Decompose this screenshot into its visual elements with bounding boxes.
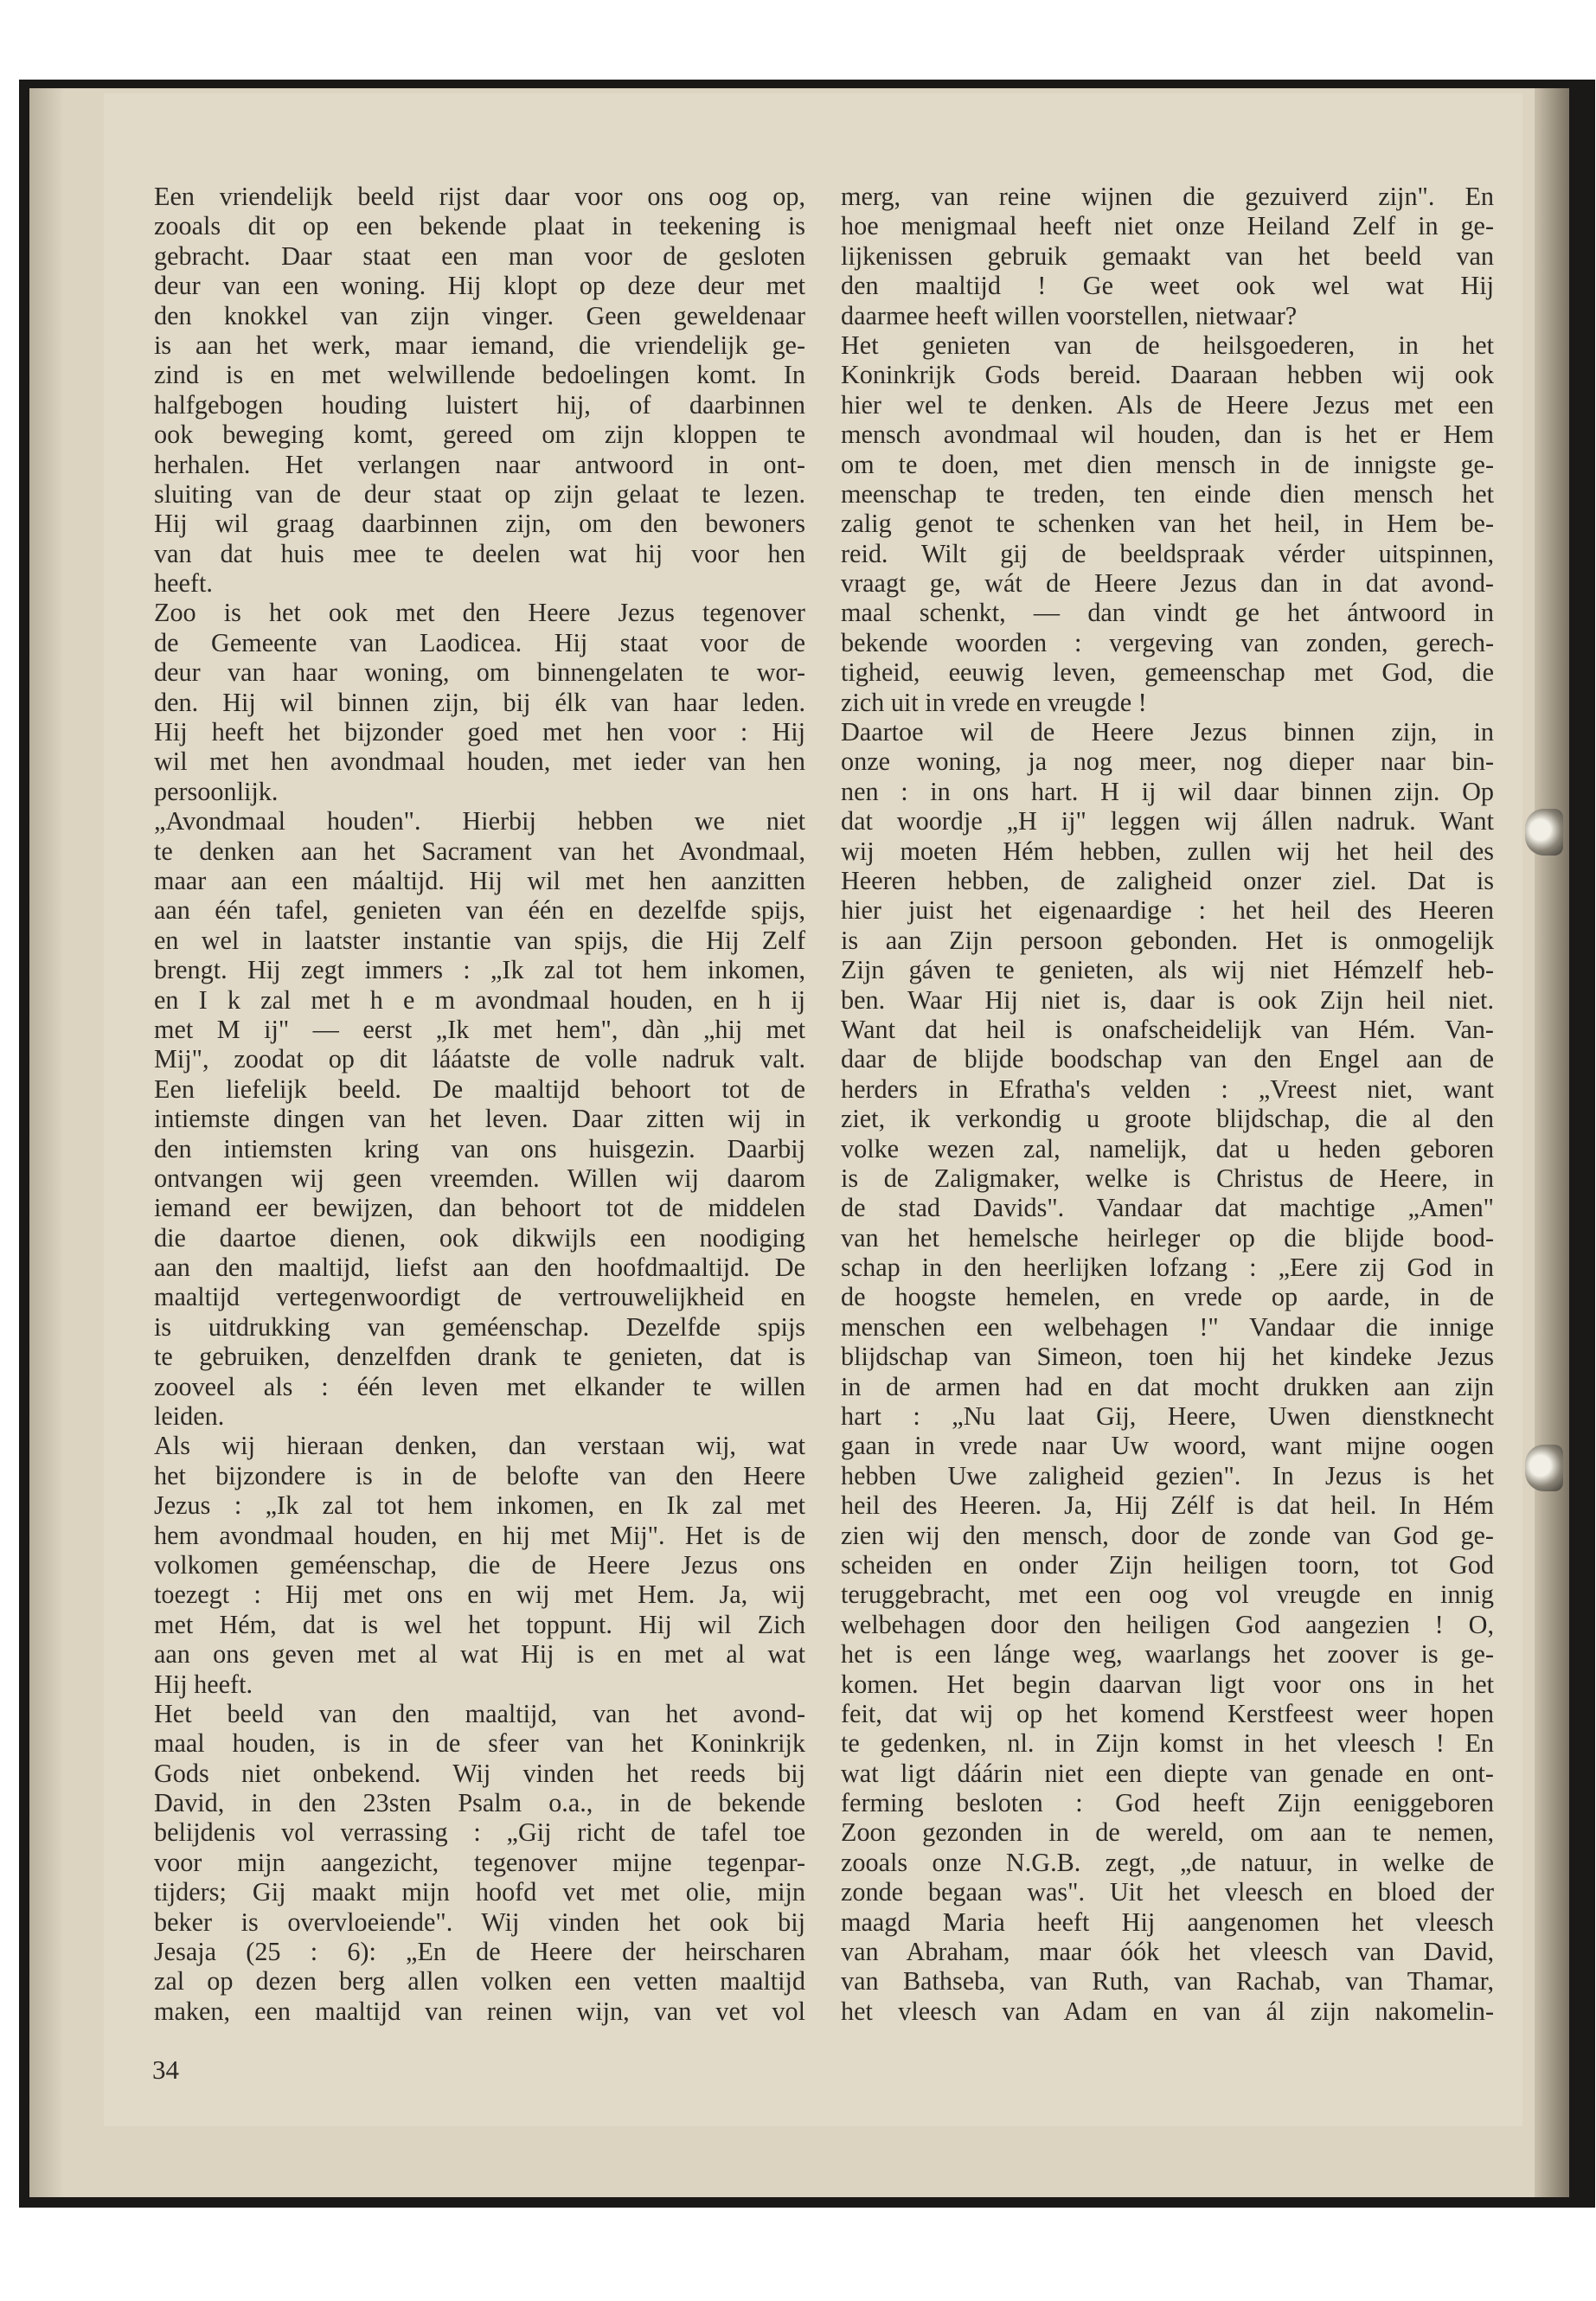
text-line: het is een lánge weg, waarlangs het zoover is ge- xyxy=(841,1639,1494,1670)
binder-clip-icon xyxy=(1525,809,1563,856)
text-line: het vleesch van Adam en van ál zijn nakomelin- xyxy=(841,1996,1494,2026)
text-line: van dat huis mee te deelen wat hij voor hen xyxy=(154,538,805,568)
text-line: tigheid, eeuwig leven, gemeenschap met God, die xyxy=(841,657,1494,688)
text-line: die daartoe dienen, ook dikwijls een noodiging xyxy=(154,1222,805,1253)
text-line: Hij heeft. xyxy=(154,1669,253,1699)
text-line: aan ons geven met al wat Hij is en met al wat xyxy=(154,1639,805,1670)
text-line: onze woning, ja nog meer, nog dieper naar bin- xyxy=(841,747,1494,777)
text-line: scheiden en onder Zijn heiligen toorn, tot God xyxy=(841,1549,1494,1580)
text-line: sluiting van de deur staat op zijn gelaat te lezen. xyxy=(154,478,805,509)
text-line: merg, van reine wijnen die gezuiverd zijn". En xyxy=(841,182,1494,211)
text-line: maken, een maaltijd van reinen wijn, van vet vol xyxy=(154,1996,805,2026)
text-line: zich uit in vrede en vreugde ! xyxy=(841,687,1147,717)
text-line: vraagt ge, wát de Heere Jezus dan in dat avond- xyxy=(841,568,1494,599)
text-line: gaan in vrede naar Uw woord, want mijne oogen xyxy=(841,1431,1494,1461)
text-line: beker is overvloeiende". Wij vinden het ook bij xyxy=(154,1907,805,1937)
text-line: teruggebracht, met een oog vol vreugde en innig xyxy=(841,1580,1494,1610)
text-line: hebben Uwe zaligheid gezien". In Jezus is het xyxy=(841,1460,1494,1490)
text-line: ben. Waar Hij niet is, daar is ook Zijn heil niet. xyxy=(841,984,1494,1015)
text-line: wil met hen avondmaal houden, met ieder van hen xyxy=(154,747,805,777)
text-line: maar aan een máaltijd. Hij wil met hen aanzitten xyxy=(154,865,805,895)
text-line: den knokkel van zijn vinger. Geen geweldenaar xyxy=(154,300,805,330)
text-line: zalig genot te schenken van het heil, in Hem be- xyxy=(841,509,1494,539)
text-line: bekende woorden : vergeving van zonden, gerech- xyxy=(841,627,1494,657)
right-text-column xyxy=(841,182,1494,2026)
text-line: herhalen. Het verlangen naar antwoord in ont- xyxy=(154,449,805,479)
text-line: en I k zal met h e m avondmaal houden, en h ij xyxy=(154,984,805,1015)
page-gutter-shadow xyxy=(29,88,64,2197)
text-line: is aan Zijn persoon gebonden. Het is onmogelijk xyxy=(841,925,1494,955)
text-line: menschen een welbehagen !" Vandaar die innige xyxy=(841,1311,1494,1342)
text-line: met M ij" — eerst „Ik met hem", dàn „hij met xyxy=(154,1014,805,1044)
text-line: zonde begaan was". Uit het vleesch en bloed der xyxy=(841,1877,1494,1907)
text-line: aan één tafel, genieten van één en dezelfde spijs, xyxy=(154,895,805,926)
text-line: Als wij hieraan denken, dan verstaan wij, wat xyxy=(154,1431,805,1461)
text-line: en wel in laatster instantie van spijs, die Hij Zelf xyxy=(154,925,805,955)
text-line: Het beeld van den maaltijd, van het avond- xyxy=(154,1698,805,1728)
text-line: volkomen geméenschap, die de Heere Jezus ons xyxy=(154,1549,805,1580)
text-line: komen. Het begin daarvan ligt voor ons in het xyxy=(841,1669,1494,1699)
text-line: mensch avondmaal wil houden, dan is het er Hem xyxy=(841,420,1494,450)
text-line: deur van een woning. Hij klopt op deze deur met xyxy=(154,271,805,301)
text-line: blijdschap van Simeon, toen hij het kindeke Jezus xyxy=(841,1342,1494,1372)
text-line: Hij wil graag daarbinnen zijn, om den bewoners xyxy=(154,509,805,539)
page-number: 34 xyxy=(152,2054,179,2085)
text-line: Jesaja (25 : 6): „En de Heere der heirscharen xyxy=(154,1937,805,1967)
text-line: tijders; Gij maakt mijn hoofd vet met olie, mijn xyxy=(154,1877,805,1907)
text-line: ook beweging komt, gereed om zijn kloppen te xyxy=(154,420,805,450)
text-line: ferming besloten : God heeft Zijn eeniggeboren xyxy=(841,1788,1494,1818)
text-line: zal op dezen berg allen volken een vetten maaltijd xyxy=(154,1966,805,1997)
text-line: Heeren hebben, de zaligheid onzer ziel. Dat is xyxy=(841,865,1494,895)
text-line: te denken aan het Sacrament van het Avondmaal, xyxy=(154,836,805,866)
text-line: in de armen had en dat mocht drukken aan zijn xyxy=(841,1371,1494,1401)
text-line: brengt. Hij zegt immers : „Ik zal tot hem inkomen, xyxy=(154,955,805,985)
text-line: Want dat heil is onafscheidelijk van Hém. Van- xyxy=(841,1014,1494,1044)
text-line: is aan het werk, maar iemand, die vriendelijk ge- xyxy=(154,330,805,360)
text-line: van Abraham, maar óók het vleesch van David, xyxy=(841,1937,1494,1967)
text-line: intiemste dingen van het leven. Daar zitten wij in xyxy=(154,1104,805,1134)
text-line: den. Hij wil binnen zijn, bij élk van haar leden. xyxy=(154,687,805,717)
left-text-column xyxy=(154,182,805,2026)
text-line: hier juist het eigenaardige : het heil des Heeren xyxy=(841,895,1494,926)
text-line: schap in den heerlijken lofzang : „Eere zij God in xyxy=(841,1253,1494,1283)
text-line: is uitdrukking van geméenschap. Dezelfde spijs xyxy=(154,1311,805,1342)
text-line: maaltijd vertegenwoordigt de vertrouwelijkheid en xyxy=(154,1282,805,1312)
text-line: nen : in ons hart. H ij wil daar binnen zijn. Op xyxy=(841,776,1494,806)
text-line: den intiemsten kring van ons huisgezin. Daarbij xyxy=(154,1133,805,1163)
text-line: Het genieten van de heilsgoederen, in het xyxy=(841,330,1494,360)
text-line: reid. Wilt gij de beeldspraak vérder uitspinnen, xyxy=(841,538,1494,568)
text-line: maagd Maria heeft Hij aangenomen het vleesch xyxy=(841,1907,1494,1937)
text-line: maal schenkt, — dan vindt ge het ántwoord in xyxy=(841,598,1494,628)
text-line: zooveel als : één leven met elkander te willen xyxy=(154,1371,805,1401)
text-line: hart : „Nu laat Gij, Heere, Uwen dienstknecht xyxy=(841,1401,1494,1432)
text-line: leiden. xyxy=(154,1401,225,1432)
text-line: ontvangen wij geen vreemden. Willen wij daarom xyxy=(154,1163,805,1193)
text-line: de Gemeente van Laodicea. Hij staat voor de xyxy=(154,627,805,657)
text-line: voor mijn aangezicht, tegenover mijne tegenpar- xyxy=(154,1847,805,1877)
text-line: herders in Efratha's velden : „Vreest niet, want xyxy=(841,1074,1494,1104)
text-line: zooals onze N.G.B. zegt, „de natuur, in welke de xyxy=(841,1847,1494,1877)
text-line: Zoon gezonden in de wereld, om aan te nemen, xyxy=(841,1817,1494,1848)
text-line: is de Zaligmaker, welke is Christus de Heere, in xyxy=(841,1163,1494,1193)
text-line: het bijzondere is in de belofte van den Heere xyxy=(154,1460,805,1490)
text-line: te gebruiken, denzelfden drank te genieten, dat is xyxy=(154,1342,805,1372)
text-line: toezegt : Hij met ons en wij met Hem. Ja, wij xyxy=(154,1580,805,1610)
text-line: ziet, ik verkondig u groote blijdschap, die al den xyxy=(841,1104,1494,1134)
text-line: zind is en met welwillende bedoelingen komt. In xyxy=(154,360,805,390)
text-line: halfgebogen houding luistert hij, of daarbinnen xyxy=(154,389,805,420)
text-line: „Avondmaal houden". Hierbij hebben we niet xyxy=(154,806,805,836)
text-line: met Hém, dat is wel het toppunt. Hij wil Zich xyxy=(154,1609,805,1639)
text-line: zooals dit op een bekende plaat in teekening is xyxy=(154,211,805,241)
text-line: dat woordje „H ij" leggen wij állen nadruk. Want xyxy=(841,806,1494,836)
text-line: hoe menigmaal heeft niet onze Heiland Zelf in ge- xyxy=(841,211,1494,241)
text-line: daarmee heeft willen voorstellen, nietwaar? xyxy=(841,300,1298,330)
text-line: Een liefelijk beeld. De maaltijd behoort tot de xyxy=(154,1074,805,1104)
text-line: Zoo is het ook met den Heere Jezus tegenover xyxy=(154,598,805,628)
text-line: aan den maaltijd, liefst aan den hoofdmaaltijd. De xyxy=(154,1253,805,1283)
text-line: persoonlijk. xyxy=(154,776,279,806)
text-line: Zijn gáven te genieten, als wij niet Hémzelf heb- xyxy=(841,955,1494,985)
text-line: hier wel te denken. Als de Heere Jezus met een xyxy=(841,389,1494,420)
text-line: de hoogste hemelen, en vrede op aarde, in de xyxy=(841,1282,1494,1312)
text-line: gebracht. Daar staat een man voor de gesloten xyxy=(154,240,805,271)
binder-clip-icon xyxy=(1525,1445,1563,1491)
text-line: wij moeten Hém hebben, zullen wij het heil des xyxy=(841,836,1494,866)
text-line: wat ligt dáárin niet een diepte van genade en ont- xyxy=(841,1758,1494,1788)
text-line: David, in den 23sten Psalm o.a., in de bekende xyxy=(154,1788,805,1818)
text-line: zien wij den mensch, door de zonde van God ge- xyxy=(841,1520,1494,1550)
text-line: Hij heeft het bijzonder goed met hen voor : Hij xyxy=(154,717,805,747)
text-line: iemand eer bewijzen, dan behoort tot de middelen xyxy=(154,1193,805,1223)
text-line: hem avondmaal houden, en hij met Mij". Het is de xyxy=(154,1520,805,1550)
text-line: heil des Heeren. Ja, Hij Zélf is dat heil. In Hém xyxy=(841,1490,1494,1521)
text-line: Daartoe wil de Heere Jezus binnen zijn, in xyxy=(841,717,1494,747)
text-line: den maaltijd ! Ge weet ook wel wat Hij xyxy=(841,271,1494,301)
text-line: feit, dat wij op het komend Kerstfeest weer hopen xyxy=(841,1698,1494,1728)
page-binding-edge xyxy=(1535,88,1569,2197)
text-line: maal houden, is in de sfeer van het Koninkrijk xyxy=(154,1728,805,1759)
text-line: meenschap te treden, ten einde dien mensch het xyxy=(841,478,1494,509)
text-line: Mij", zoodat op dit lááatste de volle nadruk valt. xyxy=(154,1044,805,1074)
text-line: daar de blijde boodschap van den Engel aan de xyxy=(841,1044,1494,1074)
text-line: volke wezen zal, namelijk, dat u heden geboren xyxy=(841,1133,1494,1163)
text-line: Een vriendelijk beeld rijst daar voor ons oog op, xyxy=(154,182,805,211)
text-line: te gedenken, nl. in Zijn komst in het vleesch ! En xyxy=(841,1728,1494,1759)
text-line: deur van haar woning, om binnengelaten te wor- xyxy=(154,657,805,688)
text-line: van het hemelsche heirleger op die blijde bood- xyxy=(841,1222,1494,1253)
text-line: van Bathseba, van Ruth, van Rachab, van Thamar, xyxy=(841,1966,1494,1997)
text-line: de stad Davids". Vandaar dat machtige „Amen" xyxy=(841,1193,1494,1223)
text-line: Jezus : „Ik zal tot hem inkomen, en Ik zal met xyxy=(154,1490,805,1521)
text-line: om te doen, met dien mensch in de innigste ge- xyxy=(841,449,1494,479)
text-line: Koninkrijk Gods bereid. Daaraan hebben wij ook xyxy=(841,360,1494,390)
text-line: Gods niet onbekend. Wij vinden het reeds bij xyxy=(154,1758,805,1788)
text-line: belijdenis vol verrassing : „Gij richt de tafel toe xyxy=(154,1817,805,1848)
text-line: heeft. xyxy=(154,568,213,599)
text-line: lijkenissen gebruik gemaakt van het beeld van xyxy=(841,240,1494,271)
text-line: welbehagen door den heiligen God aangezien ! O, xyxy=(841,1609,1494,1639)
